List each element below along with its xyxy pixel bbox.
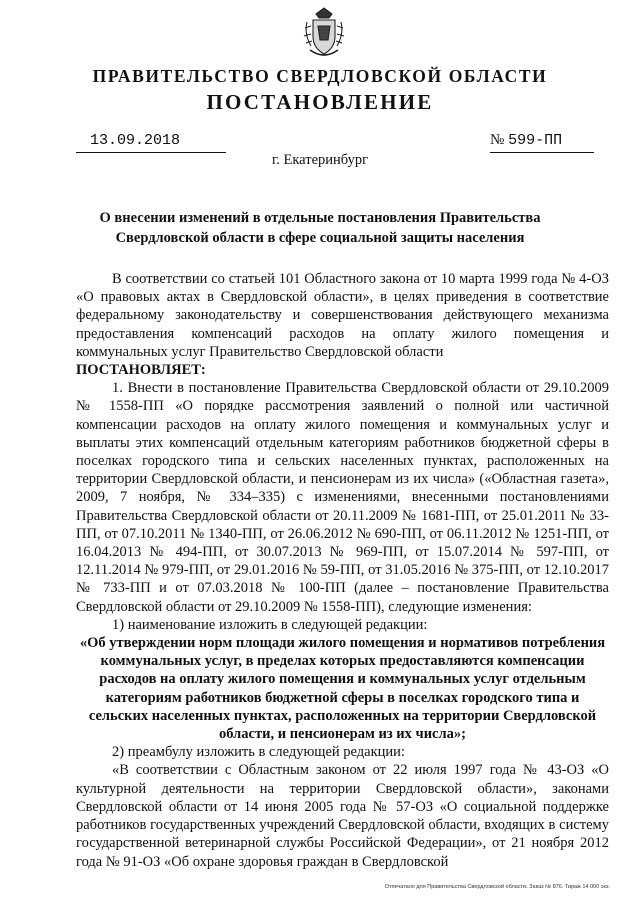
number-sign: № bbox=[490, 132, 505, 148]
preamble-paragraph: В соответствии со статьей 101 Областного закона от 10 марта 1999 года № 4-ОЗ «О правовых актах в Свердловской области», в целях приведения в соответствие федеральному законодательству и совершенствования действующего механизма предоставления компенсаций расходов на оплату жилого помещения и коммунальных услуг Правительство Свердловской области bbox=[76, 271, 609, 360]
subitem-1: 1) наименование изложить в следующей редакции: bbox=[112, 616, 428, 633]
decree-word: ПОСТАНОВЛЯЕТ: bbox=[76, 362, 206, 379]
new-title-block: «Об утверждении норм площади жилого помещения и нормативов потребления коммунальных услуг, в пределах которых предоставляются компенсации расходов на оплату жилого помещения и коммунальных услуг отдельным категориям работников бюджетной сферы в поселках городского типа и сельских населенных пунктах, расположенных на территории Свердловской области, и пенсионерам из их числа»; bbox=[79, 635, 606, 743]
government-title: ПРАВИТЕЛЬСТВО СВЕРДЛОВСКОЙ ОБЛАСТИ bbox=[92, 66, 548, 86]
document-date: 13.09.2018 bbox=[90, 132, 181, 149]
quoted-preamble: «В соответствии с Областным законом от 22 июля 1997 года № 43-ОЗ «О культурной деятельности на территории Свердловской области», законами Свердловской области от 14 июня 2005 года № 57-ОЗ «О социальной поддержке работников государственных учреждений Свердловской области, входящих в систему государственной ветеринарной службы Российской Федерации», от 21 ноября 2012 года № 91-ОЗ «Об охране здоровья граждан в Свердловской bbox=[76, 762, 609, 870]
document-body bbox=[76, 270, 609, 871]
number-value: 599-ПП bbox=[508, 132, 563, 149]
print-footer: Отпечатано для Правительства Свердловской области. Заказ № 876. Тираж 14 000 экз. bbox=[384, 884, 610, 890]
city: г. Екатеринбург bbox=[271, 152, 369, 168]
document-type: ПОСТАНОВЛЕНИЕ bbox=[206, 90, 434, 114]
document-heading bbox=[60, 208, 580, 248]
item-1-paragraph: 1. Внести в постановление Правительства Свердловской области от 29.10.2009 № 1558-ПП «О порядке рассмотрения заявлений о полной или частичной компенсации расходов на оплату жилого помещения и коммунальных услуг и выплаты этих компенсаций отдельным категориям работников бюджетной сферы в поселках городского типа и сельских населенных пунктах, расположенных на территории Свердловской области, и пенсионерам из их числа» («Областная газета», 2009, 7 ноября, № 334–335) с изменениями, внесенными постановлениями Правительства Свердловской области от 20.11.2009 № 1681-ПП, от 25.01.2011 № 33-ПП, от 07.10.2011 № 1340-ПП, от 26.06.2012 № 690-ПП, от 06.11.2012 № 1251-ПП, от 16.04.2013 № 494-ПП, от 30.07.2013 № 969-ПП, от 15.07.2014 № 597-ПП, от 12.11.2014 № 979-ПП, от 29.01.2016 № 59-ПП, от 31.05.2016 № 375-ПП, от 12.10.2017 № 733-ПП и от 07.03.2018 № 100-ПП (далее – постановление Правительства Свердловской области от 29.10.2009 № 1558-ПП), следующие изменения: bbox=[76, 380, 609, 615]
subitem-2: 2) преамбулу изложить в следующей редакции: bbox=[112, 744, 405, 761]
document-number bbox=[490, 132, 562, 149]
heading-line-1: О внесении изменений в отдельные постановления Правительства bbox=[99, 210, 541, 226]
heading-line-2: Свердловской области в сфере социальной защиты населения bbox=[115, 230, 525, 246]
coat-of-arms-icon bbox=[302, 6, 346, 60]
